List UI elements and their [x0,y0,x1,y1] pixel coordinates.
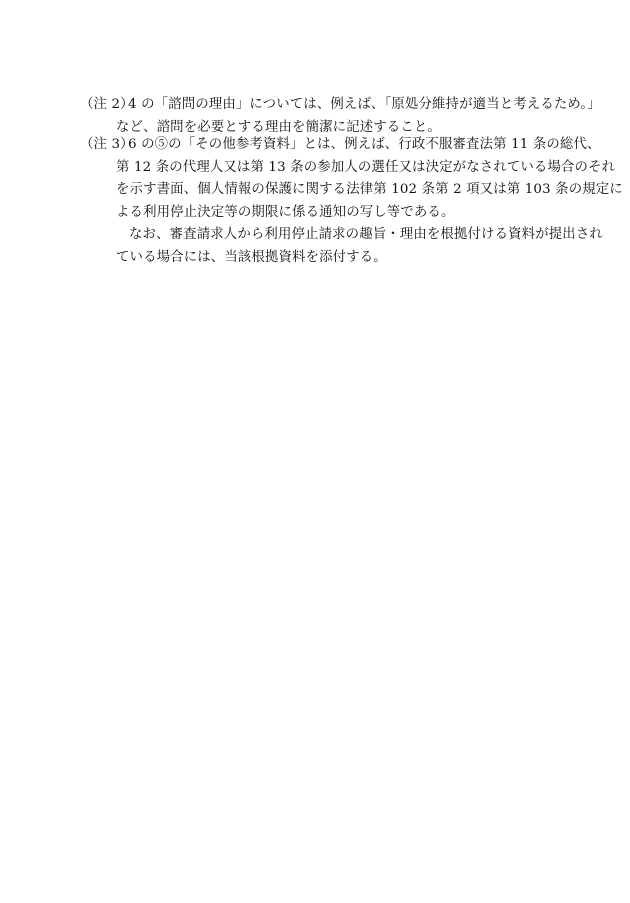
note-3-label: （注 3） [80,137,134,152]
note-3-line-4: よる利用停止決定等の期限に係る通知の写し等である。 [116,204,455,220]
note-3-line-1: 6 の⑤の「その他参考資料」とは、例えば、行政不服審査法第 11 条の総代、 [128,137,601,152]
note-2-label: （注 2） [80,97,134,112]
note-3 [80,134,623,269]
note-2-line-1: 4 の「諮問の理由」については、例えば、「原処分維持が適当と考えるため。」 [128,97,601,112]
note-2-line-2: など、諮問を必要とする理由を簡潔に記述すること。 [116,119,441,135]
note-3-line-2: 第 12 条の代理人又は第 13 条の参加人の選任又は決定がなされている場合のそれ [116,159,616,175]
note-3-line-3: を示す書面、個人情報の保護に関する法律第 102 条第 2 項又は第 103 条の規定に [116,182,623,197]
note-3-paragraph-2-line-1: なお、審査請求人から利用停止請求の趣旨・理由を根拠付ける資料が提出され [129,227,603,242]
note-2 [80,94,601,139]
note-3-paragraph-2-line-2: ている場合には、当該根拠資料を添付する。 [116,249,387,265]
